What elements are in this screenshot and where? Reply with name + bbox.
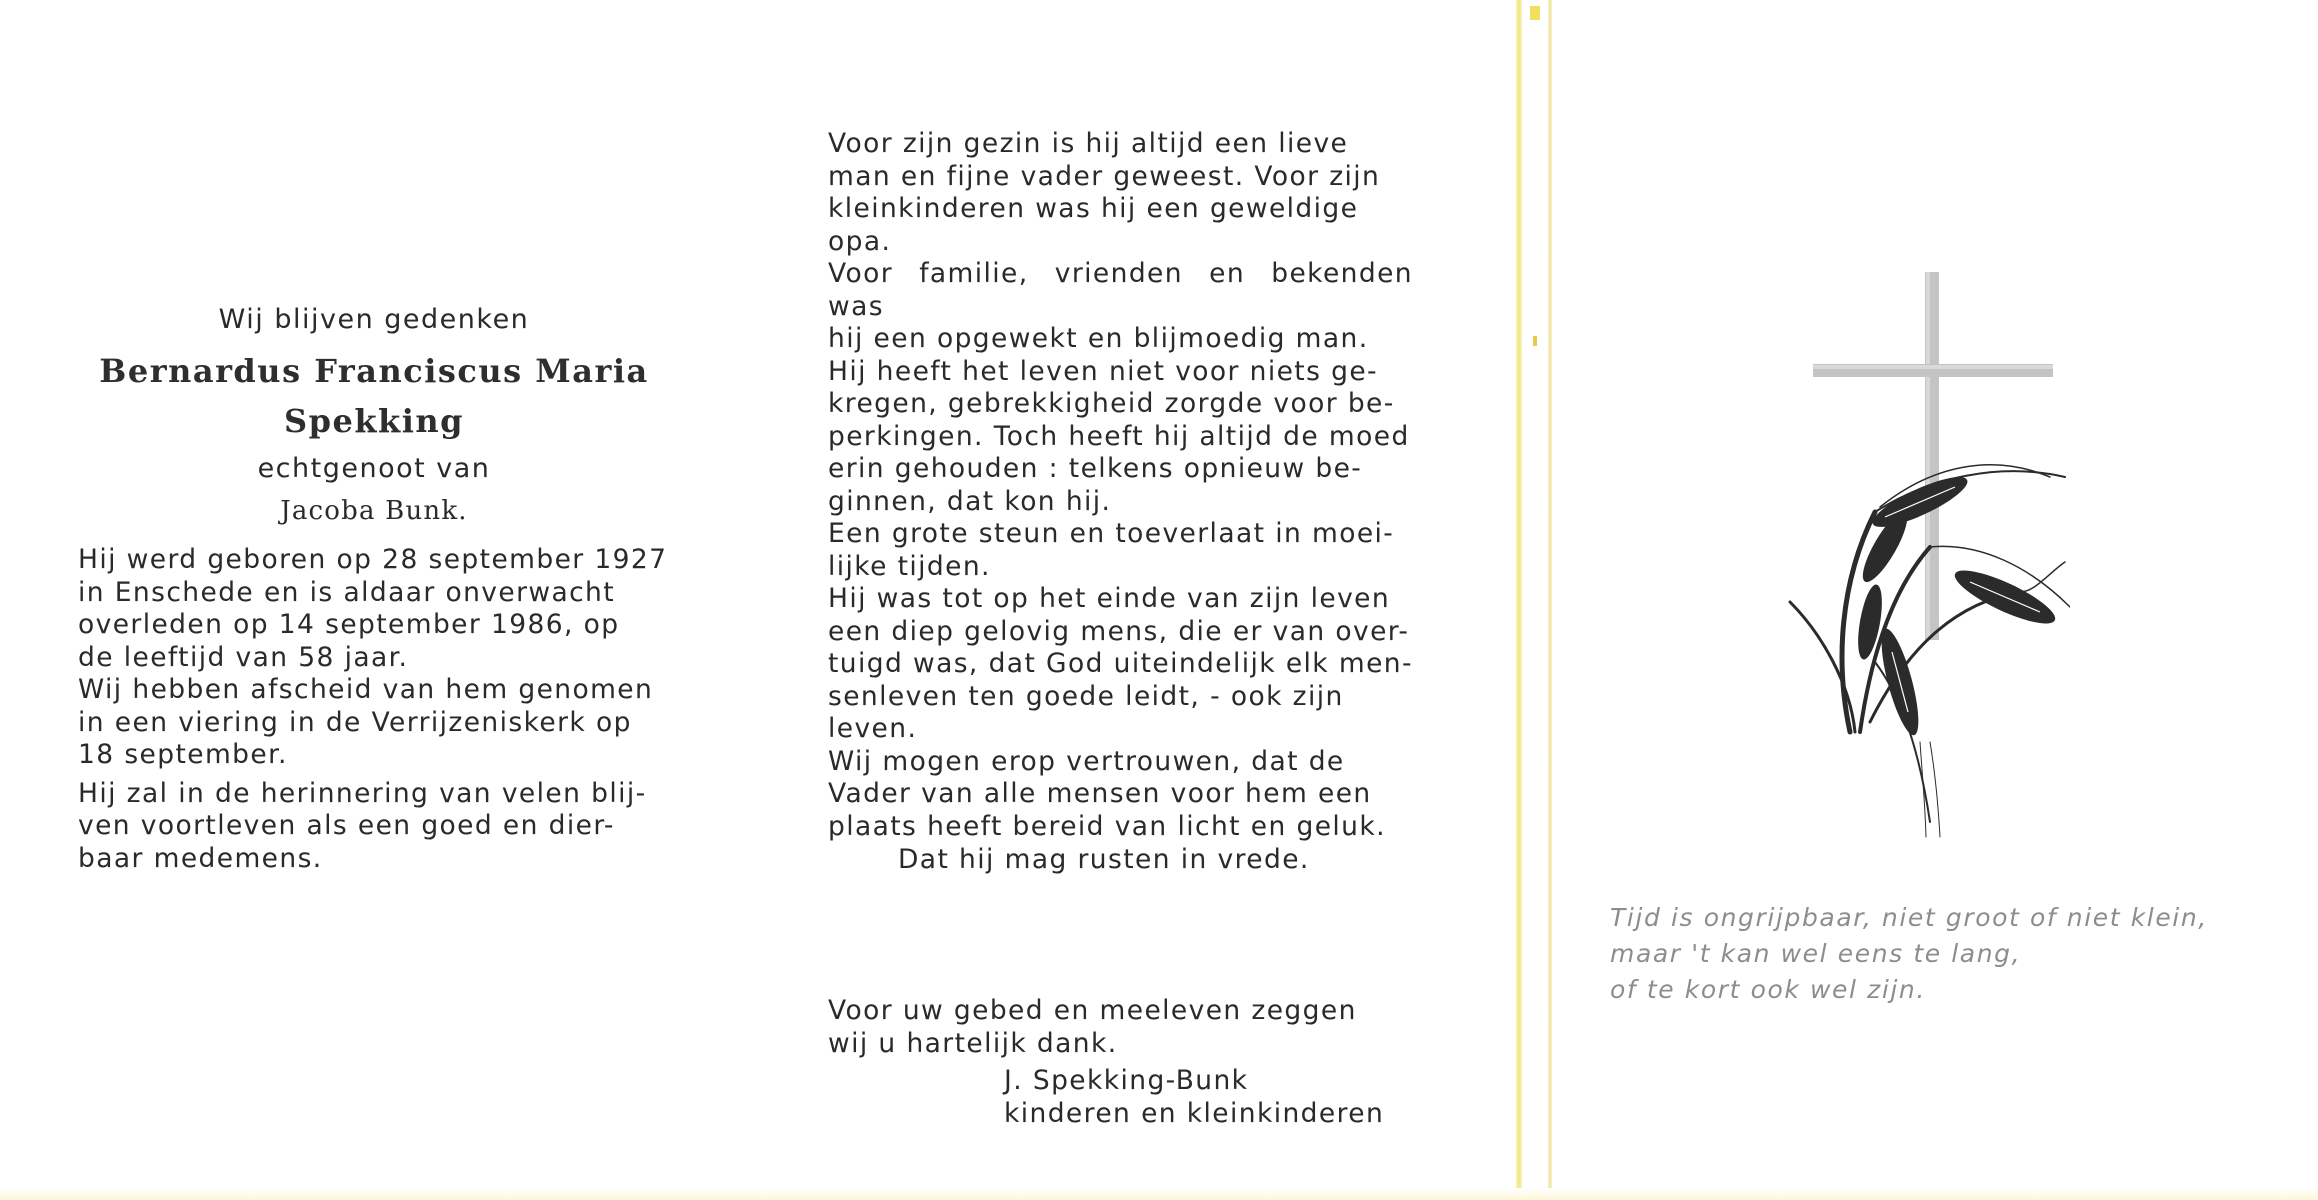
left-panel [78, 300, 670, 875]
text-line: Voor zijn gezin is hij altijd een lieve [828, 128, 1349, 159]
text-line: in Enschede en is aldaar onverwacht [78, 576, 616, 608]
fold-line-right [1548, 0, 1552, 1200]
signature-block [828, 1064, 1413, 1130]
birth-paragraph [78, 544, 670, 674]
text-line: Voor familie, vrienden en bekenden was [828, 258, 1413, 322]
life-paragraph [828, 356, 1413, 519]
poem-line: Tijd is ongrijpbaar, niet groot of niet klein, [1610, 903, 2208, 932]
poem [1610, 900, 2250, 1008]
text-line: hij een opgewekt en blijmoedig man. [828, 323, 1369, 354]
text-line: erin gehouden : telkens opnieuw be- [828, 453, 1363, 484]
text-line: lijke tijden. [828, 550, 991, 582]
text-line: Voor uw gebed en meeleven zeggen [828, 995, 1357, 1026]
support-paragraph [828, 518, 1413, 583]
text-line: wij u hartelijk dank. [828, 1027, 1118, 1059]
middle-panel [828, 128, 1413, 1130]
text-line: baar medemens. [78, 842, 323, 874]
text-line: ven voortleven als een goed en dier- [78, 810, 615, 841]
cross-with-wheat-icon [1780, 262, 2070, 842]
text-line: Hij zal in de herinnering van velen blij- [78, 777, 647, 809]
text-line: tuigd was, dat God uiteindelijk elk men- [828, 648, 1413, 679]
remembrance-paragraph [78, 778, 670, 876]
text-line: leven. [828, 713, 918, 744]
text-line: opa. [828, 225, 892, 257]
text-line: Wij hebben afscheid van hem genomen [78, 674, 654, 705]
text-line: Wij mogen erop vertrouwen, dat de [828, 745, 1345, 777]
signature-family: kinderen en kleinkinderen [1004, 1098, 1385, 1129]
spouse-label: echtgenoot van [257, 453, 491, 484]
poem-line: of te kort ook wel zijn. [1610, 975, 1926, 1004]
text-line: een diep gelovig mens, die er van over- [828, 615, 1410, 647]
family-paragraph [828, 128, 1413, 258]
text-line: ginnen, dat kon hij. [828, 485, 1112, 517]
text-line: kregen, gebrekkigheid zorgde voor be- [828, 388, 1395, 419]
faith-paragraph [828, 583, 1413, 746]
text-line: man en fijne vader geweest. Voor zijn [828, 160, 1381, 192]
text-line: Een grote steun en toeverlaat in moei- [828, 518, 1395, 549]
text-line: plaats heeft bereid van licht en geluk. [828, 810, 1386, 842]
top-edge-mark [1530, 6, 1540, 20]
intro-line: Wij blijven gedenken [218, 304, 530, 335]
fold-line-left [1516, 0, 1522, 1200]
farewell-paragraph [78, 674, 670, 772]
deceased-name-line2: Spekking [284, 402, 464, 440]
signature-name: J. Spekking-Bunk [1004, 1065, 1249, 1096]
text-line: Hij werd geboren op 28 september 1927 [78, 544, 668, 575]
trust-paragraph [828, 746, 1413, 844]
text-line: perkingen. Toch heeft hij altijd de moed [828, 420, 1410, 452]
text-line: overleden op 14 september 1986, op [78, 609, 620, 640]
thanks-paragraph [828, 995, 1413, 1060]
text-line: senleven ten goede leidt, - ook zijn [828, 680, 1344, 712]
fold-mark [1533, 336, 1537, 346]
text-line: in een viering in de Verrijzeniskerk op [78, 706, 632, 738]
friends-paragraph [828, 258, 1413, 356]
deceased-name-line1: Bernardus Franciscus Maria [99, 352, 649, 390]
text-line: Hij heeft het leven niet voor niets ge- [828, 355, 1379, 387]
closing-line: Dat hij mag rusten in vrede. [898, 844, 1310, 875]
text-line: Hij was tot op het einde van zijn leven [828, 583, 1391, 614]
bottom-edge [0, 1188, 2318, 1200]
cross-wheat-illustration [1780, 262, 2070, 842]
spouse-name: Jacoba Bunk. [280, 496, 468, 526]
text-line: kleinkinderen was hij een geweldige [828, 193, 1359, 224]
text-line: 18 september. [78, 739, 288, 770]
poem-line: maar 't kan wel eens te lang, [1610, 939, 2022, 968]
text-line: Vader van alle mensen voor hem een [828, 778, 1372, 809]
text-line: de leeftijd van 58 jaar. [78, 641, 409, 673]
